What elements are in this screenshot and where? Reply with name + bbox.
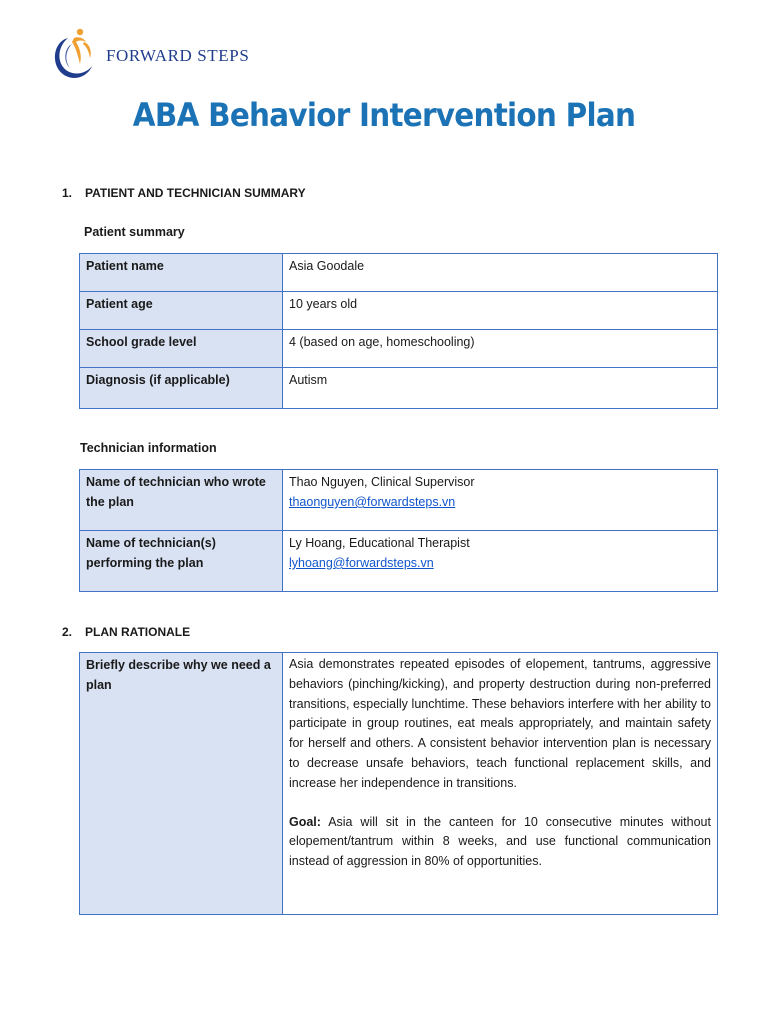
diagnosis-label: Diagnosis (if applicable) [80,368,283,409]
patient-name-value: Asia Goodale [283,254,718,292]
patient-age-value: 10 years old [283,292,718,330]
performing-technician-label: Name of technician(s) performing the plan [80,531,283,592]
plan-author-value [283,470,718,531]
brand-logo [50,26,280,86]
grade-level-label: School grade level [80,330,283,368]
table-row [80,653,718,915]
table-row [80,470,718,531]
technician-info-table [79,469,718,592]
section-1-number: 1. [62,186,73,200]
table-row [80,330,718,368]
performing-technician-value [283,531,718,592]
rationale-goal [289,813,711,872]
section-2-number: 2. [62,625,73,639]
plan-rationale-table [79,652,718,915]
goal-text: Asia will sit in the canteen for 10 consecutive minutes without elopement/tantrum within 8 weeks, and use functional communication instead of aggression in 80% of opportunities. [289,814,711,869]
performing-technician-email-link[interactable]: lyhoang@forwardsteps.vn [289,556,434,570]
grade-level-value: 4 (based on age, homeschooling) [283,330,718,368]
diagnosis-value: Autism [283,368,718,409]
rationale-description: Asia demonstrates repeated episodes of elopement, tantrums, aggressive behaviors (pinching/kicking), and property destruction during non-preferred transitions, especially lunchtime. These behaviors interfere with her ability to participate in group routines, eat meals appropriately, and maintain safety for herself and others. A consistent behavior intervention plan is necessary to decrease unsafe behaviors, teach functional replacement skills, and increase her independence in transitions. [289,657,711,790]
plan-author-email-link[interactable]: thaonguyen@forwardsteps.vn [289,495,456,509]
goal-label: Goal: [289,814,321,829]
patient-age-label: Patient age [80,292,283,330]
forward-steps-logo-icon [50,26,98,82]
technician-info-heading: Technician information [80,441,217,455]
rationale-value [283,653,718,915]
patient-name-label: Patient name [80,254,283,292]
plan-author-name: Thao Nguyen, Clinical Supervisor [289,475,475,489]
logo-text: FORWARD STEPS [106,46,250,65]
section-2-heading [62,625,190,639]
section-2-title: PLAN RATIONALE [85,625,191,639]
page-title: ABA Behavior Intervention Plan [132,96,636,134]
table-row [80,254,718,292]
table-row [80,292,718,330]
plan-author-label: Name of technician who wrote the plan [80,470,283,531]
table-row [80,368,718,409]
rationale-label: Briefly describe why we need a plan [80,653,283,915]
patient-summary-table [79,253,718,409]
section-1-title: PATIENT AND TECHNICIAN SUMMARY [85,186,306,200]
patient-summary-heading: Patient summary [84,225,185,239]
performing-technician-name: Ly Hoang, Educational Therapist [289,536,470,550]
section-1-heading [62,186,306,200]
table-row [80,531,718,592]
